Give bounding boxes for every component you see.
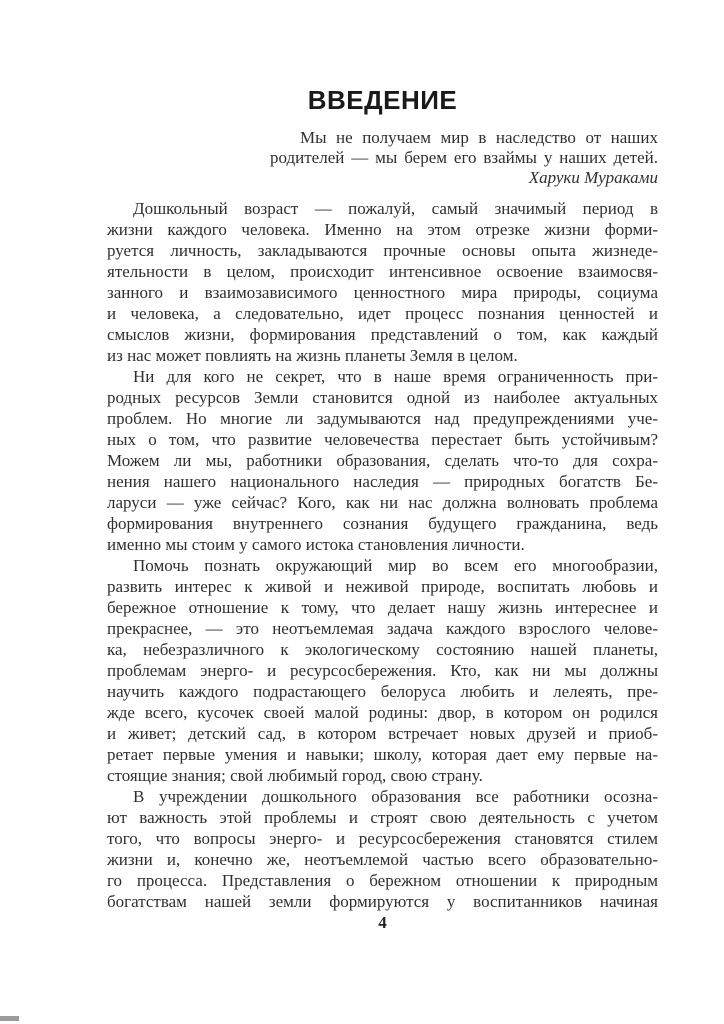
text-line: жде всего, кусочек своей малой родины: двор, в котором он родился (107, 703, 658, 722)
text-line: Помочь познать окружающий мир во всем его многообразии, (133, 556, 658, 575)
text-line: В учреждении дошкольного образования все работники осозна- (133, 787, 658, 806)
text-line: ларуси — уже сейчас? Кого, как ни нас должна волновать проблема (107, 493, 658, 512)
text-line: жизни и, конечно же, неотъемлемой частью всего образовательно- (107, 850, 658, 869)
page-content (107, 0, 658, 933)
text-line: Дошкольный возраст — пожалуй, самый значимый период в (133, 199, 658, 218)
text-line: бережное отношение к тому, что делает нашу жизнь интереснее и (107, 598, 658, 617)
text-line: Можем ли мы, работники образования, сделать что-то для сохра- (107, 451, 658, 470)
text-line: смыслов жизни, формирования представлений о том, как каждый (107, 325, 658, 344)
text-line: того, что вопросы энерго- и ресурсосбережения становятся стилем (107, 829, 658, 848)
paragraph (107, 366, 658, 555)
text-line: занного и взаимозависимого ценностного мира природы, социума (107, 283, 658, 302)
text-line: и человека, а следовательно, идет процесс познания ценностей и (107, 304, 658, 323)
text-line: жизни каждого человека. Именно на этом отрезке жизни форми- (107, 220, 658, 239)
text-line: прекраснее, — это неотъемлемая задача каждого взрослого челове- (107, 619, 658, 638)
epigraph-line: Мы не получаем мир в наследство от наших (300, 128, 658, 147)
paragraph (107, 555, 658, 786)
text-line: ют важность этой проблемы и строят свою деятельность с учетом (107, 808, 658, 827)
text-line: ятельности в целом, происходит интенсивное освоение взаимосвя- (107, 262, 658, 281)
epigraph-line: родителей — мы берем его взаймы у наших детей. (270, 148, 658, 167)
text-line: именно мы стоим у самого истока становления личности. (107, 535, 525, 554)
text-line: развить интерес к живой и неживой природе, воспитать любовь и (107, 577, 658, 596)
epigraph (270, 128, 658, 188)
text-line: научить каждого подрастающего белоруса любить и лелеять, пре- (107, 682, 658, 701)
page-number: 4 (378, 913, 387, 932)
paragraph (107, 198, 658, 366)
text-line: формирования внутреннего сознания будущего гражданина, ведь (107, 514, 658, 533)
text-line: ретает первые умения и навыки; школу, которая дает ему первые на- (107, 745, 658, 764)
epigraph-attribution: Харуки Мураками (528, 168, 658, 187)
text-line: нения нашего национального наследия — природных богатств Бе- (107, 472, 658, 491)
text-line: и живет; детский сад, в котором встречает новых друзей и приоб- (107, 724, 658, 743)
body-text (107, 198, 658, 912)
text-line: из нас может повлиять на жизнь планеты Земля в целом. (107, 346, 518, 365)
chapter-title: ВВЕДЕНИЕ (307, 85, 458, 115)
text-line: родных ресурсов Земли становится одной из наиболее актуальных (107, 388, 658, 407)
text-line: руется личность, закладываются прочные основы опыта жизнеде- (107, 241, 658, 260)
text-line: ка, небезразличного к экологическому состоянию нашей планеты, (107, 640, 658, 659)
scan-artifact (0, 1016, 19, 1021)
text-line: стоящие знания; свой любимый город, свою страну. (107, 766, 483, 785)
text-line: богатствам нашей земли формируются у воспитанников начиная (107, 892, 658, 911)
text-line: Ни для кого не секрет, что в наше время ограниченность при- (133, 367, 658, 386)
text-line: проблем. Но многие ли задумываются над предупреждениями уче- (107, 409, 658, 428)
text-line: ных о том, что развитие человечества перестает быть устойчивым? (107, 430, 658, 449)
paragraph (107, 786, 658, 912)
text-line: проблемам энерго- и ресурсосбережения. Кто, как ни мы должны (107, 661, 658, 680)
text-line: го процесса. Представления о бережном отношении к природным (107, 871, 658, 890)
